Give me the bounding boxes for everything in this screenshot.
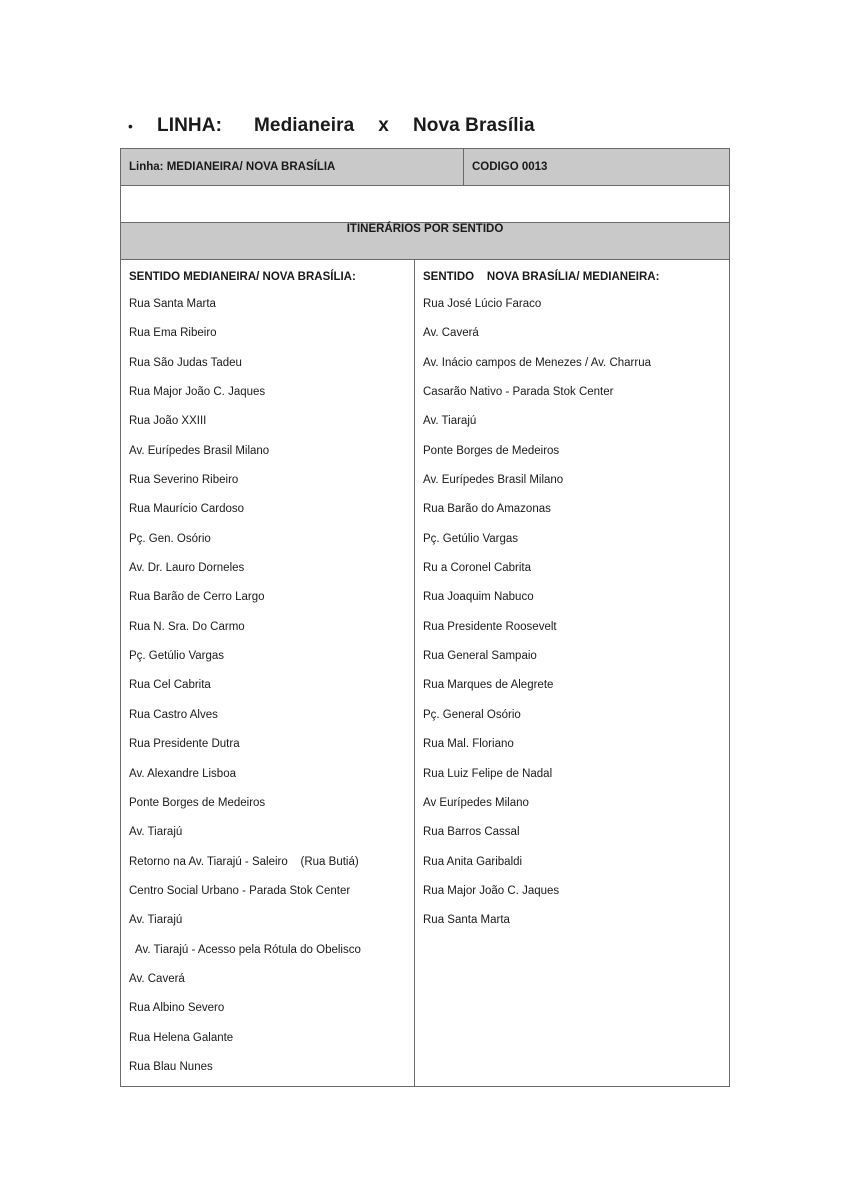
line-code-cell: CODIGO 0013 — [464, 149, 730, 186]
street-item: Av. Tiarajú - Acesso pela Rótula do Obelisco — [135, 943, 361, 956]
street-item: Rua Santa Marta — [423, 914, 510, 927]
street-item: Av. Eurípedes Brasil Milano — [423, 474, 564, 487]
street-item: Av Eurípedes Milano — [423, 796, 529, 809]
street-item: Av. Dr. Lauro Dorneles — [129, 562, 245, 575]
street-item: Rua José Lúcio Faraco — [423, 298, 542, 310]
left-street-list — [129, 290, 414, 1082]
street-item: Rua Maurício Cardoso — [129, 503, 245, 516]
heading-label: LINHA: — [157, 115, 222, 136]
street-item: Casarão Nativo - Parada Stok Center — [423, 386, 614, 399]
street-item: Av. Tiarajú — [423, 415, 477, 428]
street-item: Rua Ema Ribeiro — [129, 327, 217, 340]
right-direction-title: SENTIDO NOVA BRASÍLIA/ MEDIANEIRA: — [423, 271, 660, 283]
street-item: Rua Helena Galante — [129, 1031, 234, 1044]
street-item: Rua São Judas Tadeu — [129, 356, 242, 369]
street-item: Rua N. Sra. Do Carmo — [129, 620, 245, 633]
street-item: Rua Joaquim Nabuco — [423, 591, 534, 604]
street-item: Rua Marques de Alegrete — [423, 679, 554, 692]
street-item: Ru a Coronel Cabrita — [423, 562, 532, 575]
street-item: Centro Social Urbano - Parada Stok Center — [129, 884, 351, 897]
street-item: Rua Albino Severo — [129, 1002, 225, 1015]
left-direction-title: SENTIDO MEDIANEIRA/ NOVA BRASÍLIA: — [129, 271, 356, 283]
street-item: Rua Barão de Cerro Largo — [129, 591, 265, 604]
street-item: Rua Luiz Felipe de Nadal — [423, 767, 553, 780]
street-item: Rua Cel Cabrita — [129, 679, 211, 692]
street-item: Rua Castro Alves — [129, 708, 218, 721]
section-title: ITINERÁRIOS POR SENTIDO — [121, 223, 730, 260]
street-item: Ponte Borges de Medeiros — [129, 796, 266, 809]
street-item: Pç. Gen. Osório — [129, 532, 211, 545]
street-item: Rua Severino Ribeiro — [129, 474, 239, 487]
street-item: Rua Blau Nunes — [129, 1060, 213, 1073]
street-item: Av. Tiarajú — [129, 914, 183, 927]
street-item: Retorno na Av. Tiarajú - Saleiro (Rua Butiá) — [129, 855, 359, 868]
route-heading — [128, 112, 535, 140]
street-item: Av. Caverá — [423, 327, 479, 340]
street-item: Rua Major João C. Jaques — [423, 884, 560, 897]
street-item: Pç. Getúlio Vargas — [423, 532, 519, 545]
itinerary-table — [120, 148, 730, 1087]
street-item: Pç. Getúlio Vargas — [129, 650, 225, 663]
heading-origin: Medianeira — [254, 115, 355, 136]
street-item: Rua Barros Cassal — [423, 826, 520, 839]
right-street-list — [423, 290, 729, 936]
street-item: Av. Tiarajú — [129, 826, 183, 839]
street-item: Rua Barão do Amazonas — [423, 503, 551, 516]
street-item: Rua Mal. Floriano — [423, 738, 514, 751]
street-item: Ponte Borges de Medeiros — [423, 444, 560, 457]
heading-separator: x — [378, 115, 389, 136]
street-item: Rua Presidente Roosevelt — [423, 620, 557, 633]
street-item: Rua Major João C. Jaques — [129, 386, 266, 399]
street-item: Rua João XXIII — [129, 415, 207, 428]
line-name-cell: Linha: MEDIANEIRA/ NOVA BRASÍLIA — [121, 149, 464, 186]
street-item: Rua General Sampaio — [423, 650, 537, 663]
street-item: Pç. General Osório — [423, 708, 521, 721]
street-item: Av. Eurípedes Brasil Milano — [129, 444, 270, 457]
street-item: Rua Anita Garibaldi — [423, 855, 523, 868]
blank-row — [121, 186, 730, 223]
street-item: Av. Caverá — [129, 972, 185, 985]
right-direction-column — [415, 260, 730, 1087]
street-item: Av. Alexandre Lisboa — [129, 767, 236, 780]
left-direction-column — [121, 260, 415, 1087]
bullet: • — [128, 118, 134, 134]
street-item: Rua Presidente Dutra — [129, 738, 240, 751]
heading-destination: Nova Brasília — [412, 115, 535, 136]
street-item: Rua Santa Marta — [129, 298, 216, 310]
street-item: Av. Inácio campos de Menezes / Av. Charrua — [423, 356, 651, 369]
